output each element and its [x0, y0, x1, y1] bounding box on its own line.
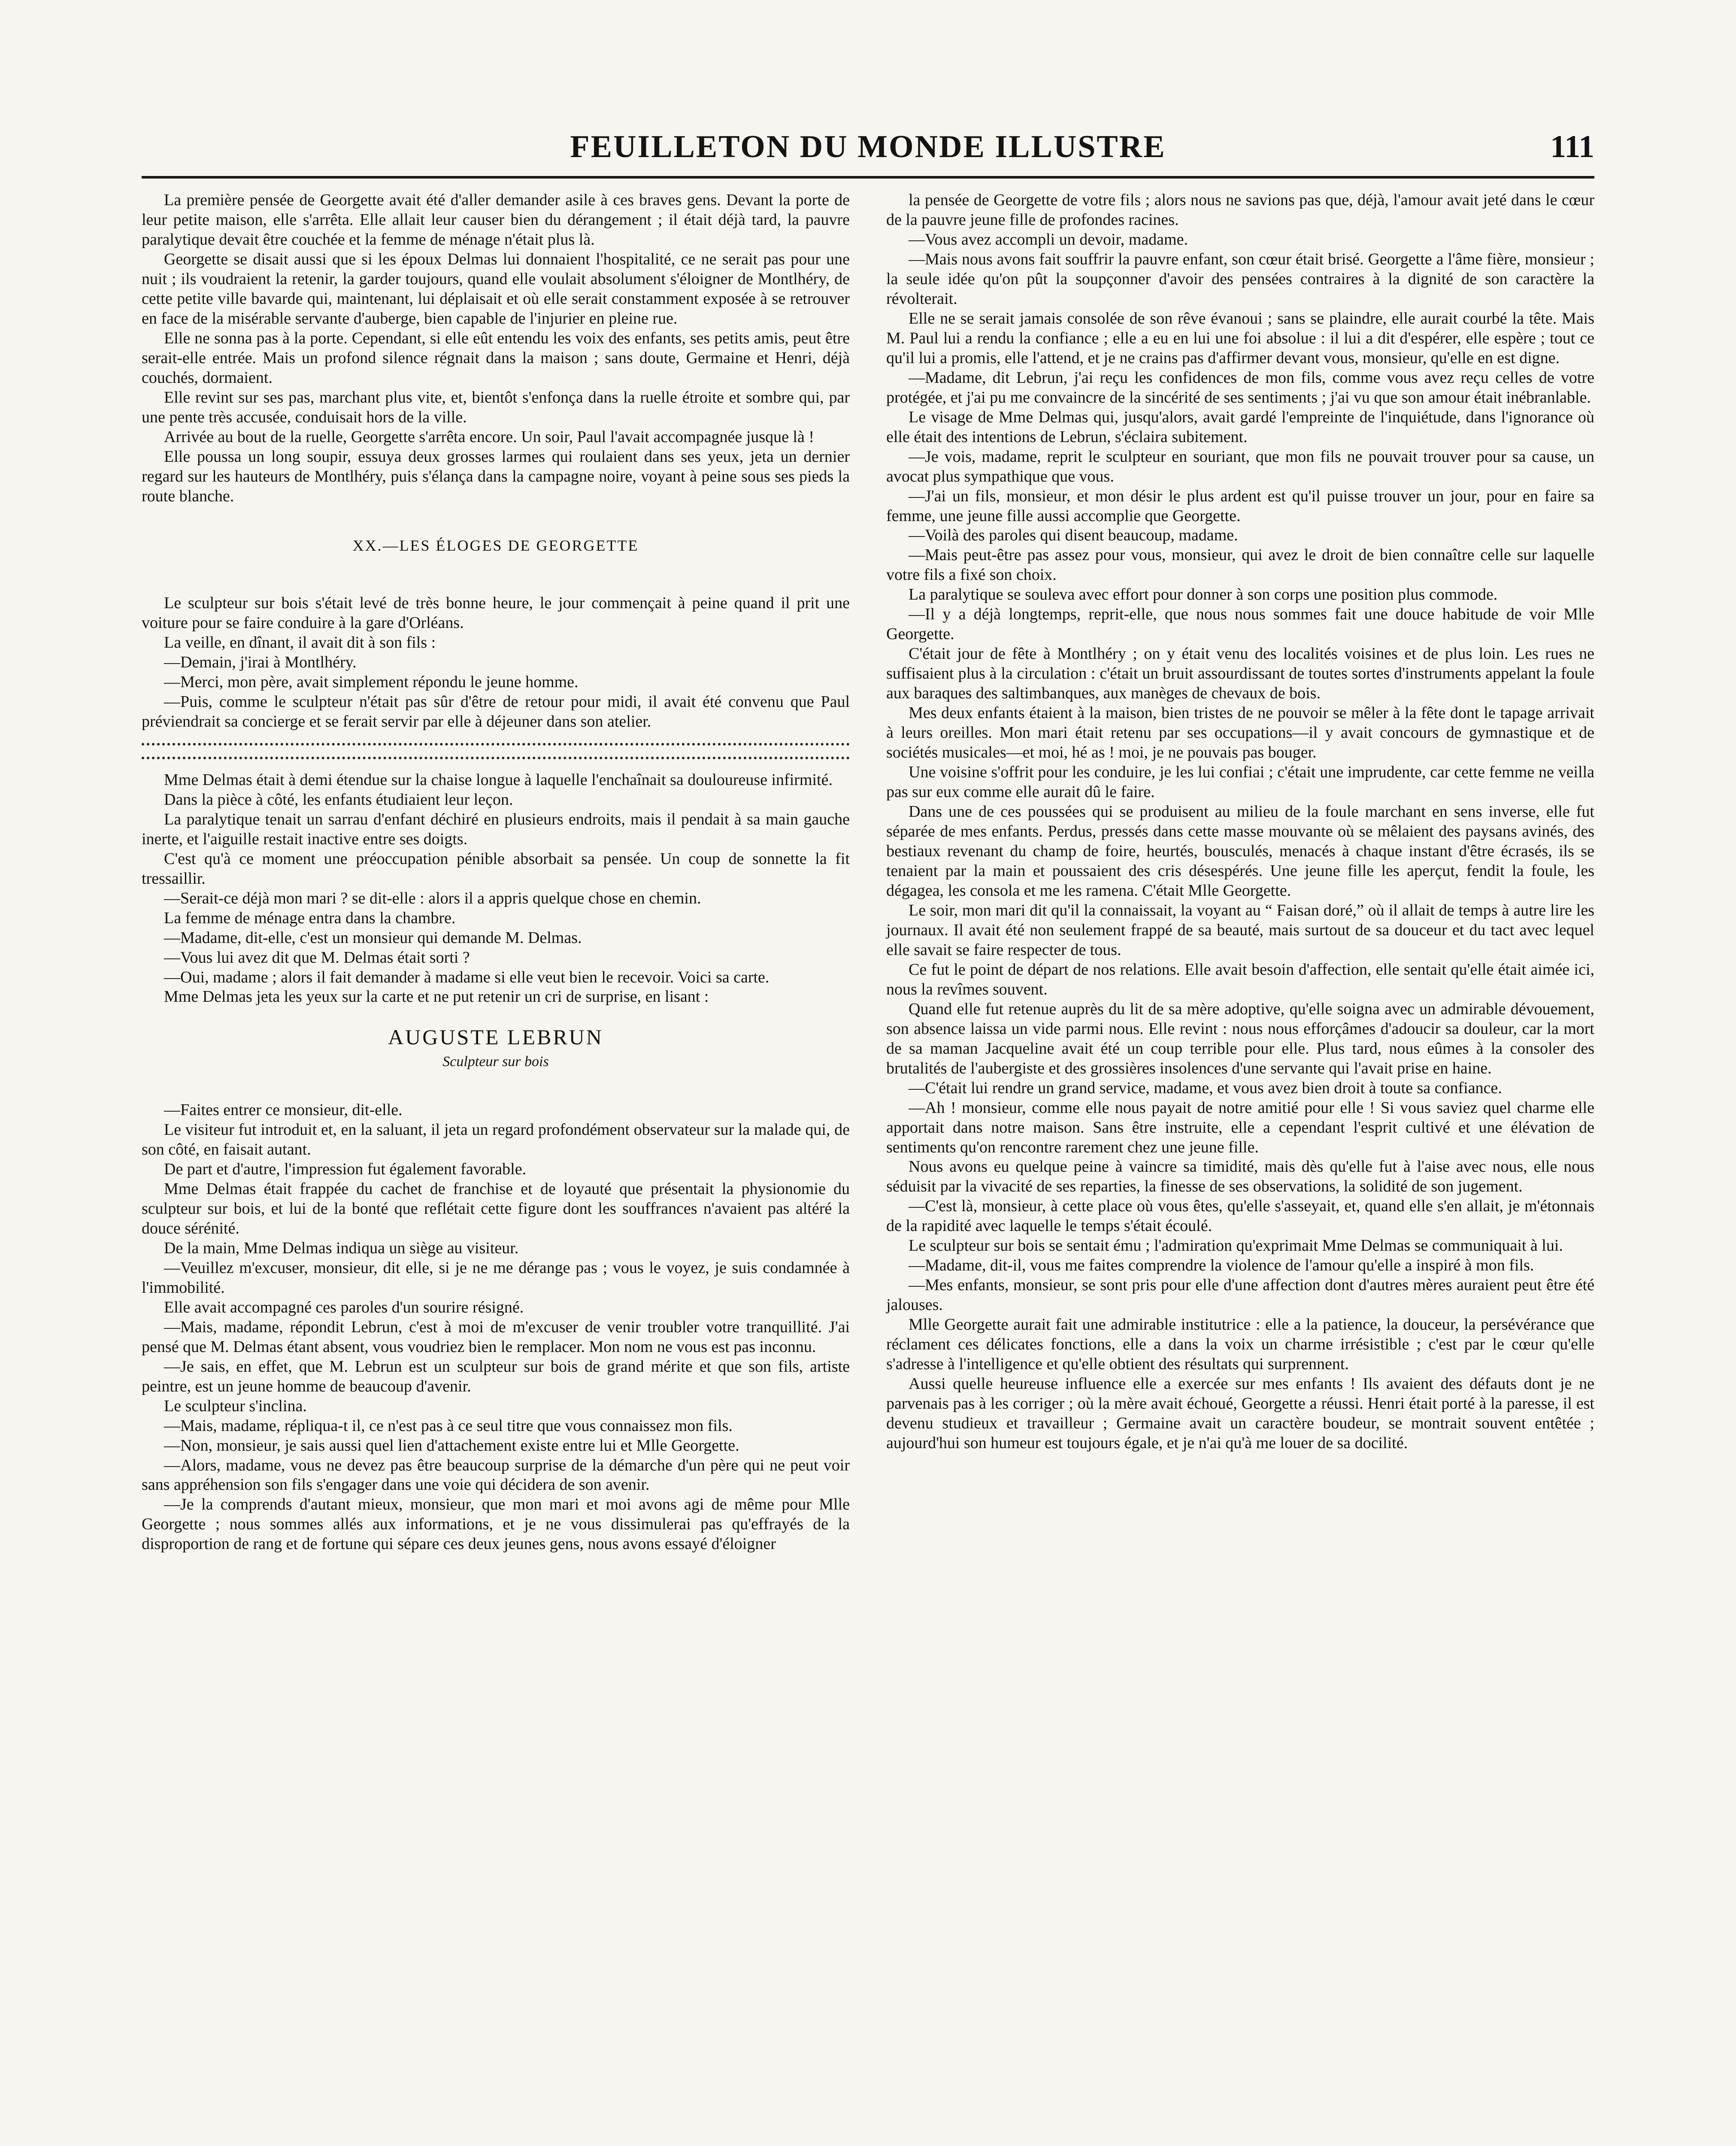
paragraph: Elle revint sur ses pas, marchant plus vite, et, bientôt s'enfonça dans la ruelle étroite et sombre qui, par une pente très accusée, conduisait hors de la ville.: [142, 388, 850, 426]
paragraph: —Je la comprends d'autant mieux, monsieur, que mon mari et moi avons agi de même pour Mlle Georgette ; nous sommes allés aux informations, et je ne vous dissimulerai pas qu'effrayés de la disproportion de rang et de fortune qui sépare ces deux jeunes gens, nous avons essayé d'éloigner: [142, 1495, 850, 1553]
paragraph: —J'ai un fils, monsieur, et mon désir le plus ardent est qu'il puisse trouver un jour, pour en faire sa femme, une jeune fille aussi accomplie que Georgette.: [886, 487, 1594, 525]
paragraph: La femme de ménage entra dans la chambre.: [164, 909, 456, 927]
paragraph: Mes deux enfants étaient à la maison, bien tristes de ne pouvoir se mêler à la fête dont le tapage arrivait à leurs oreilles. Mon mari était retenu par ses occupations—il y avait concours de gymnastique et de sociétés musicales—et moi, hé as ! moi, je ne pouvais pas bouger.: [886, 704, 1594, 762]
paragraph: Mme Delmas était à demi étendue sur la chaise longue à laquelle l'enchaînait sa douloureuse infirmité.: [164, 770, 833, 789]
paragraph: Arrivée au bout de la ruelle, Georgette s'arrêta encore. Un soir, Paul l'avait accompagnée jusque là !: [164, 427, 815, 446]
dotted-separator: [142, 743, 850, 746]
paragraph: Mlle Georgette aurait fait une admirable institutrice : elle a la patience, la douceur, la persévérance que réclament ces délicates fonctions, elle a dans la voix un charme irrésistible ; c'est par le cœur qu'elle s'adresse à l'intelligence et qu'elle obtient des résultats qui surprennent.: [886, 1315, 1594, 1373]
paragraph: —Oui, madame ; alors il fait demander à madame si elle veut bien le recevoir. Voici sa carte.: [164, 968, 770, 986]
paragraph: De la main, Mme Delmas indiqua un siège au visiteur.: [164, 1239, 519, 1257]
paragraph: Aussi quelle heureuse influence elle a exercée sur mes enfants ! Ils avaient des défauts dont je ne parvenais pas à les corriger ; où la mère avait échoué, Georgette a réussi. Henri était porté à la paresse, il est devenu studieux et travailleur ; Germaine avait un caractère boudeur, se montrait souvent entêtée ; aujourd'hui son humeur est toujours égale, et je n'ai qu'à me louer de sa docilité.: [886, 1375, 1594, 1452]
paragraph: C'est qu'à ce moment une préoccupation pénible absorbait sa pensée. Un coup de sonnette la fit tressaillir.: [142, 849, 850, 888]
paragraph: —Il y a déjà longtemps, reprit-elle, que nous nous sommes fait une douce habitude de voir Mlle Georgette.: [886, 605, 1594, 643]
paragraph: —Non, monsieur, je sais aussi quel lien d'attachement existe entre lui et Mlle Georgette.: [164, 1436, 739, 1455]
paragraph: Mme Delmas jeta les yeux sur la carte et ne put retenir un cri de surprise, en lisant :: [164, 988, 709, 1006]
paragraph: —Je sais, en effet, que M. Lebrun est un sculpteur sur bois de grand mérite et que son fils, artiste peintre, est un jeune homme de beaucoup d'avenir.: [142, 1357, 850, 1395]
paragraph: Dans une de ces poussées qui se produisent au milieu de la foule marchant en sens inverse, elle fut séparée de mes enfants. Perdus, pressés dans cette masse mouvante où se mêlaient des paysans avinés, des bestiaux revenant du champ de foire, heurtés, bousculés, menacés à chaque instant d'être écrasés, ils se tenaient par la main et poussaient des cris désespérés. Une jeune fille les aperçut, fendit la foule, les dégagea, les consola et me les ramena. C'était Mlle Georgette.: [886, 803, 1594, 900]
paragraph: Une voisine s'offrit pour les conduire, je les lui confiai ; c'était une imprudente, car cette femme ne veilla pas sur eux comme elle aurait dû le faire.: [886, 763, 1594, 801]
paragraph: —Mais nous avons fait souffrir la pauvre enfant, son cœur était brisé. Georgette a l'âme fière, monsieur ; la seule idée qu'on pût la soupçonner d'avoir des pensées contraires à la dignité de son caractère la révolterait.: [886, 250, 1594, 308]
paragraph: —C'est là, monsieur, à cette place où vous êtes, qu'elle s'asseyait, et, quand elle s'en allait, je m'étonnais de la rapidité avec laquelle le temps s'était écoulé.: [886, 1197, 1594, 1235]
paragraph: —Madame, dit Lebrun, j'ai reçu les confidences de mon fils, comme vous avez reçu celles de votre protégée, et j'ai pu me convaincre de la sincérité de ses sentiments ; j'ai vu que son amour était inébranlable.: [886, 368, 1594, 406]
paragraph: Elle avait accompagné ces paroles d'un sourire résigné.: [164, 1298, 524, 1316]
paragraph: Georgette se disait aussi que si les époux Delmas lui donnaient l'hospitalité, ce ne serait pas pour une nuit ; ils voudraient la retenir, la garder toujours, quand elle voulait absolument s'éloigner de Montlhéry, de cette petite ville bavarde qui, maintenant, lui déplaisait et où elle serait constamment exposée à se retrouver en face de la misérable servante d'auberge, bien capable de l'injurier en pleine rue.: [142, 250, 850, 327]
scene-text: [142, 770, 850, 1007]
paragraph: Quand elle fut retenue auprès du lit de sa mère adoptive, qu'elle soigna avec un admirable dévouement, son absence laissa un vide parmi nous. Elle revint : nous nous efforçâmes d'adoucir sa douleur, car la mort de sa maman Jacqueline avait été un coup terrible pour elle. Plus tard, nous eûmes à la consoler des brutalités de l'aubergiste et des grossières insolences d'une servante qui l'avait prise en haine.: [886, 1000, 1594, 1077]
paragraph: —Puis, comme le sculpteur n'était pas sûr d'être de retour pour midi, il avait été convenu que Paul préviendrait sa concierge et se ferait servir par elle à déjeuner dans son atelier.: [142, 692, 850, 730]
paragraph: Le sculpteur sur bois se sentait ému ; l'admiration qu'exprimait Mme Delmas se communiquait à lui.: [909, 1237, 1563, 1255]
paragraph: —Serait-ce déjà mon mari ? se dit-elle : alors il a appris quelque chose en chemin.: [164, 889, 701, 907]
paragraph: —Mais peut-être pas assez pour vous, monsieur, qui avez le droit de bien connaître celle sur laquelle votre fils a fixé son choix.: [886, 546, 1594, 584]
text-columns: [142, 191, 1594, 1554]
paragraph: Elle poussa un long soupir, essuya deux grosses larmes qui roulaient dans ses yeux, jeta un dernier regard sur les hauteurs de Montlhéry, puis s'élança dans la campagne noire, voyant à peine sous ses pieds la route blanche.: [142, 447, 850, 505]
paragraph: —Alors, madame, vous ne devez pas être beaucoup surprise de la démarche d'un père qui ne peut voir sans appréhension son fils s'engager dans une voie qui décidera de son avenir.: [142, 1456, 850, 1494]
paragraph: —Vous lui avez dit que M. Delmas était sorti ?: [164, 948, 470, 967]
paragraph: De part et d'autre, l'impression fut également favorable.: [164, 1160, 527, 1178]
section-heading: XX.—LES ÉLOGES DE GEORGETTE: [352, 536, 639, 554]
paragraph: C'était jour de fête à Montlhéry ; on y était venu des localités voisines et de plus loin. Les rues ne suffisaient plus à la circulation : c'était un bruit assourdissant de toutes sortes d'instruments appelant la foule aux baraques des saltimbanques, aux manèges de chevaux de bois.: [886, 645, 1594, 703]
paragraph: Ce fut le point de départ de nos relations. Elle avait besoin d'affection, elle sentait qu'elle était aimée ici, nous la revîmes souvent.: [886, 960, 1594, 998]
dialogue-text: [142, 1100, 850, 1554]
chapter-end-text: [142, 191, 850, 506]
paragraph: Elle ne sonna pas à la porte. Cependant, si elle eût entendu les voix des enfants, ses petits amis, peut être serait-elle entrée. Mais un profond silence régnait dans la maison ; sans doute, Germaine et Henri, déjà couchés, dormaient.: [142, 329, 850, 387]
paragraph: Le sculpteur s'inclina.: [164, 1397, 307, 1415]
paragraph: Le soir, mon mari dit qu'il la connaissait, la voyant au “ Faisan doré,” où il allait de temps à autre lire les journaux. Il avait été non seulement frappé de sa beauté, mais surtout de sa douceur et du tact avec lequel elle savait se faire respecter de tous.: [886, 901, 1594, 959]
paragraph: Mme Delmas était frappée du cachet de franchise et de loyauté que présentait la physionomie du sculpteur sur bois, et lui de la bonté que reflétait cette figure dont les souffrances n'avaient pas altéré la douce sérénité.: [142, 1179, 850, 1237]
page-title: FEUILLETON DU MONDE ILLUSTRE: [570, 129, 1166, 164]
paragraph: Elle ne se serait jamais consolée de son rêve évanoui ; sans se plaindre, elle aurait courbé la tête. Mais M. Paul lui a rendu la confiance ; elle a eu en lui une foi absolue : il lui a dit d'espérer, elle espère ; tout ce qu'il lui a promis, elle l'attend, et je ne crains pas d'affirmer devant vous, monsieur, qu'elle en est digne.: [886, 309, 1594, 367]
paragraph: La première pensée de Georgette avait été d'aller demander asile à ces braves gens. Devant la porte de leur petite maison, elle s'arrêta. Elle allait leur causer bien du dérangement ; il était déjà tard, la pauvre paralytique devait être couchée et la femme de ménage n'était plus là.: [142, 191, 850, 249]
right-column: [886, 191, 1594, 1554]
paragraph: la pensée de Georgette de votre fils ; alors nous ne savions pas que, déjà, l'amour avait jeté dans le cœur de la pauvre jeune fille de profondes racines.: [886, 191, 1594, 229]
paragraph: —Faites entrer ce monsieur, dit-elle.: [164, 1101, 403, 1119]
paragraph: —Mais, madame, répliqua-t il, ce n'est pas à ce seul titre que vous connaissez mon fils.: [164, 1416, 733, 1435]
paragraph: —C'était lui rendre un grand service, madame, et vous avez bien droit à toute sa confiance.: [909, 1079, 1502, 1097]
paragraph: Le visiteur fut introduit et, en la saluant, il jeta un regard profondément observateur sur la malade qui, de son côté, en faisait autant.: [142, 1121, 850, 1159]
left-column: [142, 191, 850, 1554]
paragraph: Le visage de Mme Delmas qui, jusqu'alors, avait gardé l'empreinte de l'inquiétude, dans l'ignorance où elle était des intentions de Lebrun, s'éclaira subitement.: [886, 408, 1594, 446]
continued-text: [886, 191, 1594, 1453]
paragraph: —Madame, dit-elle, c'est un monsieur qui demande M. Delmas.: [164, 928, 582, 947]
paragraph: —Vous avez accompli un devoir, madame.: [909, 230, 1188, 249]
paragraph: —Ah ! monsieur, comme elle nous payait de notre amitié pour elle ! Si vous saviez quel charme elle apportait dans notre maison. Sans être instruite, elle a cependant l'esprit cultivé et une élévation de sentiments qu'on rencontre rarement chez une jeune fille.: [886, 1098, 1594, 1156]
section-opening-text: [142, 594, 850, 732]
visiting-card-name: AUGUSTE LEBRUN: [388, 1025, 603, 1049]
dotted-separator: [142, 757, 850, 759]
page-number: 111: [1550, 129, 1594, 164]
paragraph: —Veuillez m'excuser, monsieur, dit elle, si je ne me dérange pas ; vous le voyez, je suis condamnée à l'immobilité.: [142, 1258, 850, 1297]
paragraph: La paralytique se souleva avec effort pour donner à son corps une position plus commode.: [909, 585, 1498, 604]
paragraph: —Voilà des paroles qui disent beaucoup, madame.: [909, 526, 1238, 545]
paragraph: Dans la pièce à côté, les enfants étudiaient leur leçon.: [164, 790, 513, 809]
paragraph: Le sculpteur sur bois s'était levé de très bonne heure, le jour commençait à peine quand il prit une voiture pour se faire conduire à la gare d'Orléans.: [142, 594, 850, 632]
paragraph: —Mes enfants, monsieur, se sont pris pour elle d'une affection dont d'autres mères auraient peut être été jalouses.: [886, 1276, 1594, 1314]
page-header: [142, 129, 1594, 179]
paragraph: —Demain, j'irai à Montlhéry.: [164, 653, 357, 671]
paragraph: La veille, en dînant, il avait dit à son fils :: [164, 633, 436, 652]
paragraph: La paralytique tenait un sarrau d'enfant déchiré en plusieurs endroits, mais il pendait à sa main gauche inerte, et l'aiguille restait inactive entre ses doigts.: [142, 810, 850, 848]
paragraph: —Merci, mon père, avait simplement répondu le jeune homme.: [164, 673, 579, 691]
paragraph: —Mais, madame, répondit Lebrun, c'est à moi de m'excuser de venir troubler votre tranquillité. J'ai pensé que M. Delmas étant absent, vous voudriez bien le remplacer. Mon nom ne vous est pas inconnu.: [142, 1318, 850, 1356]
paragraph: Nous avons eu quelque peine à vaincre sa timidité, mais dès qu'elle fut à l'aise avec nous, elle nous séduisit par la vivacité de ses reparties, la finesse de ses observations, la solidité de son jugement.: [886, 1158, 1594, 1196]
paragraph: —Madame, dit-il, vous me faites comprendre la violence de l'amour qu'elle a inspiré à mon fils.: [909, 1256, 1534, 1275]
visiting-card-profession: Sculpteur sur bois: [442, 1053, 549, 1070]
paragraph: —Je vois, madame, reprit le sculpteur en souriant, que mon fils ne pouvait trouver pour sa cause, un avocat plus sympathique que vous.: [886, 447, 1594, 485]
